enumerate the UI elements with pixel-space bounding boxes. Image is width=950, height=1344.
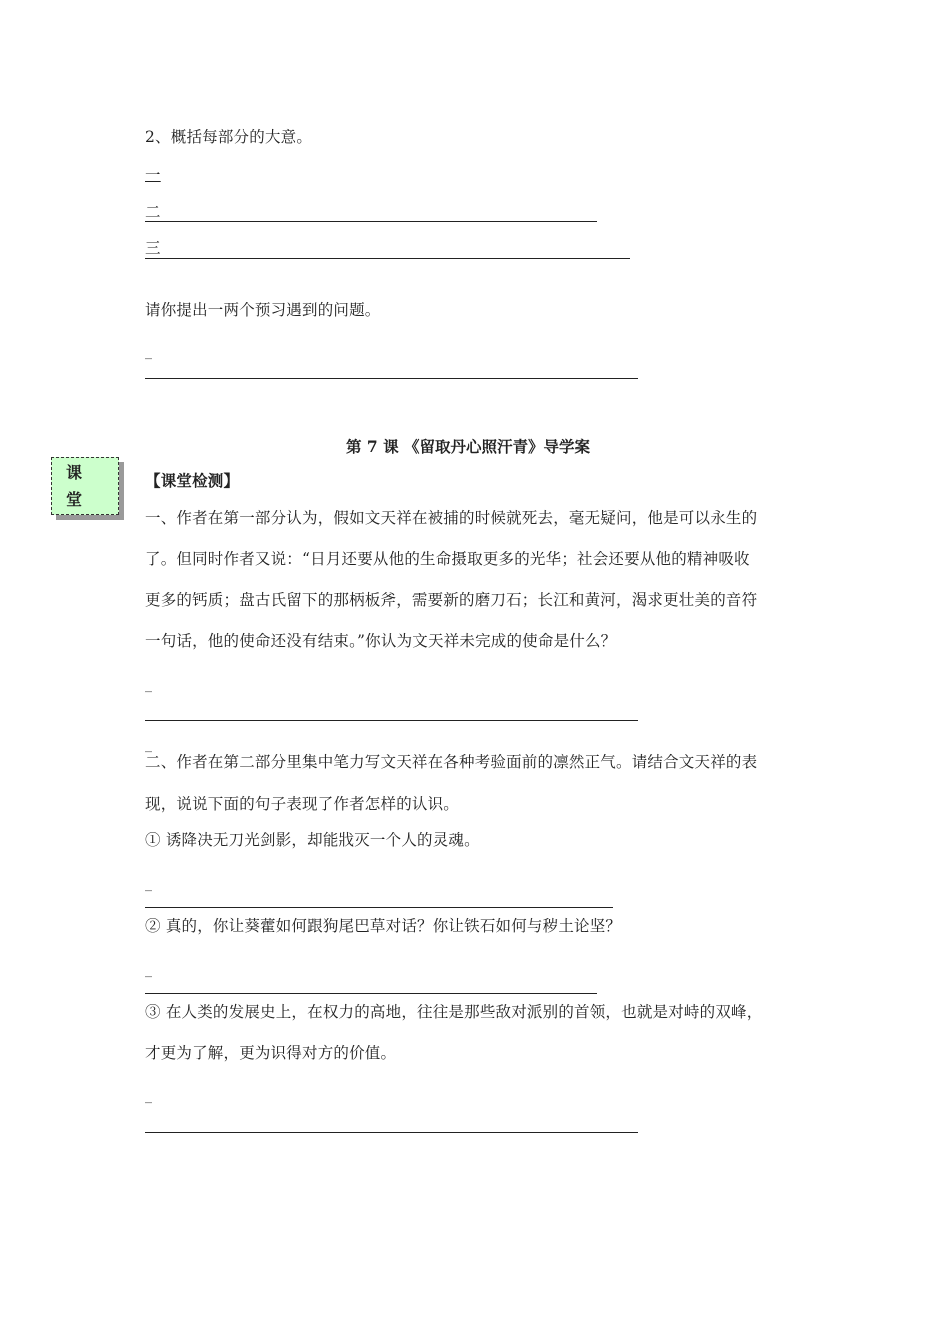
sentence-item-3-line-1: ③ 在人类的发展史上，在权力的高地，往往是那些敌对派别的首领，也就是对峙的双峰， bbox=[145, 1003, 763, 1021]
summary-question: 2、概括每部分的大意。 bbox=[145, 128, 313, 146]
blank-mark: _ bbox=[145, 344, 152, 360]
q2-line-2: 现，说说下面的句子表现了作者怎样的认识。 bbox=[145, 795, 460, 813]
blank-mark: _ bbox=[145, 677, 152, 693]
lesson-title: 第 7 课 《留取丹心照汗青》导学案 bbox=[346, 437, 590, 456]
question-prompt: 请你提出一两个预习遇到的问题。 bbox=[145, 301, 381, 319]
blank-mark: _ bbox=[145, 1088, 152, 1104]
side-box-char-1: 课 bbox=[66, 463, 83, 482]
part-two-label: 二 bbox=[145, 203, 161, 221]
sentence-item-3-line-2: 才更为了解，更为识得对方的价值。 bbox=[145, 1044, 397, 1062]
part-two-answer-line[interactable] bbox=[145, 221, 597, 222]
q2-line-1: 二、作者在第二部分里集中笔力写文天祥在各种考验面前的凛然正气。请结合文天祥的表 bbox=[145, 753, 758, 771]
part-three-label: 三 bbox=[145, 239, 161, 257]
q1-line-3: 更多的钙质；盘古氏留下的那柄板斧，需要新的磨刀石；长江和黄河，渴求更壮美的音符 bbox=[145, 591, 758, 609]
q1-line-1: 一、作者在第一部分认为，假如文天祥在被捕的时候就死去，毫无疑问，他是可以永生的 bbox=[145, 509, 758, 527]
classroom-side-box bbox=[51, 457, 119, 515]
blank-mark: _ bbox=[145, 737, 152, 753]
sentence-item-2: ② 真的，你让葵藿如何跟狗尾巴草对话？你让铁石如何与秽土论坚？ bbox=[145, 917, 622, 935]
q1-line-4: 一句话，他的使命还没有结束。”你认为文天祥未完成的使命是什么？ bbox=[145, 632, 617, 650]
part-three-answer-line[interactable] bbox=[145, 258, 630, 259]
question-answer-line[interactable] bbox=[145, 378, 638, 379]
item2-answer-line[interactable] bbox=[145, 993, 597, 994]
q1-line-2: 了。但同时作者又说：“日月还要从他的生命摄取更多的光华；社会还要从他的精神吸收 bbox=[145, 550, 750, 568]
q1-answer-line[interactable] bbox=[145, 720, 638, 721]
item3-answer-line[interactable] bbox=[145, 1132, 638, 1133]
sentence-item-1: ① 诱降决无刀光剑影，却能戕灭一个人的灵魂。 bbox=[145, 831, 480, 849]
blank-mark: _ bbox=[145, 962, 152, 978]
section-heading: 【课堂检测】 bbox=[145, 471, 240, 490]
side-box-char-2: 堂 bbox=[66, 490, 83, 509]
part-one-label: 一 bbox=[145, 166, 161, 184]
blank-mark: _ bbox=[145, 876, 152, 892]
item1-answer-line[interactable] bbox=[145, 907, 613, 908]
